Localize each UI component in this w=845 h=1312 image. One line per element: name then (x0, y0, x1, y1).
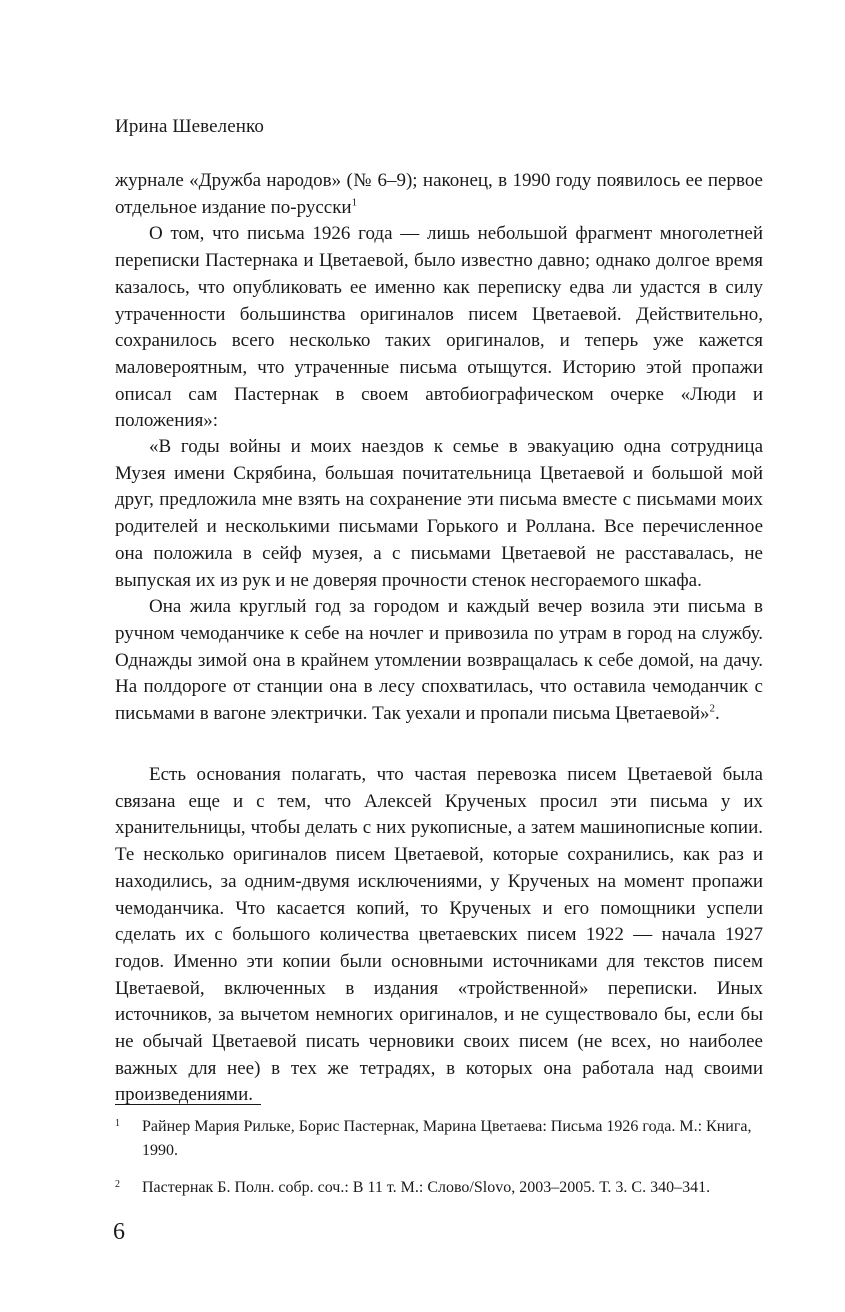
footnote-mark: 1 (115, 1118, 120, 1129)
paragraph-text: журнале «Дружба народов» (№ 6–9); наконец, в 1990 году появилось ее первое отдельное издание по-русски (115, 170, 763, 218)
quote-text: «В годы войны и моих наездов к семье в эвакуацию одна сотрудница Музея имени Скрябина, большая почитательница Цветаевой и большой мой друг, предложила мне взять на сохранение эти письма вместе с письмами моих родителей и несколькими письмами Горького и Роллана. Все перечисленное она положила в сейф музея, а с письмами Цветаевой не расставалась, не выпуская их из рук и не доверяя прочности стенок несгораемого шкафа. (115, 436, 763, 591)
block-quote (115, 434, 763, 728)
page-number: 6 (113, 1219, 125, 1245)
footnote-text: Райнер Мария Рильке, Борис Пастернак, Марина Цветаева: Письма 1926 года. М.: Книга, 1990. (142, 1118, 752, 1159)
quote-paragraph: Она жила круглый год за городом и каждый вечер возила эти письма в ручном чемоданчике к себе на ночлег и привозила по утрам в город на службу. Однажды зимой она в крайнем утомлении возвращалась к себе домой, на дачу. На полдороге от станции она в лесу спохватилась, что оставила чемоданчик с письмами в вагоне электрички. Так уехали и пропали письма Цветаевой»$^2$. (115, 596, 763, 725)
paragraph-text: Есть основания полагать, что частая перевозка писем Цветаевой была связана еще и с тем, что Алексей Крученых просил эти письма у их хранительницы, чтобы делать с них рукописные, а затем машинописные копии. Те несколько оригиналов писем Цветаевой, которые сохранились, как раз и находились, за одним-двумя исключениями, у Крученых на момент пропажи чемоданчика. Что касается копий, то Крученых и его помощники успели сделать их с большого количества цветаевских писем 1922 — начала 1927 годов. Именно эти копии были основными источниками для текстов писем Цветаевой, включенных в издания «тройственной» переписки. Иных источников, за вычетом немногих оригиналов, и не существовало бы, если бы не обычай Цветаевой писать черновики своих писем (не всех, но наиболее важных для нее) в тех же тетрадях, в которых она работала над своими произведениями. (115, 764, 763, 1106)
footnote-ref-2: 2 (709, 702, 716, 715)
quote-text: Она жила круглый год за городом и каждый вечер возила эти письма в ручном чемоданчике к себе на ночлег и привозила по утрам в город на службу. Однажды зимой она в крайнем утомлении возвращалась к себе домой, на дачу. На полдороге от станции она в лесу спохватилась, что оставила чемоданчик с письмами в вагоне электрички. Так уехали и пропали письма Цветаевой» (115, 596, 763, 725)
main-text-top (115, 168, 763, 435)
footnote-separator (115, 1104, 261, 1105)
footnote-text: Пастернак Б. Полн. собр. соч.: В 11 т. М.: Слово/Slovo, 2003–2005. Т. 3. С. 340–341. (142, 1179, 711, 1196)
paragraph-continuation (115, 168, 763, 221)
running-head: Ирина Шевеленко (115, 116, 264, 137)
footnote-mark: 2 (115, 1179, 120, 1190)
footnote-2 (115, 1176, 763, 1200)
paragraph (115, 221, 763, 435)
paragraph-text: О том, что письма 1926 года — лишь небольшой фрагмент многолетней переписки Пастернака и Цветаевой, было известно давно; однако долгое время казалось, что опубликовать ее именно как переписку едва ли удастся в силу утраченности большинства оригиналов писем Цветаевой. Действительно, сохранилось всего несколько таких оригиналов, и теперь уже кажется маловероятным, что утраченные письма отыщутся. Историю этой пропажи описал сам Пастернак в своем автобиографическом очерке «Люди и положения»: (115, 223, 763, 432)
footnote-1 (115, 1115, 763, 1163)
main-text-bottom (115, 762, 763, 1109)
footnote-ref-1: 1 (351, 196, 358, 209)
paragraph (115, 762, 763, 1109)
quote-paragraph (115, 434, 763, 594)
